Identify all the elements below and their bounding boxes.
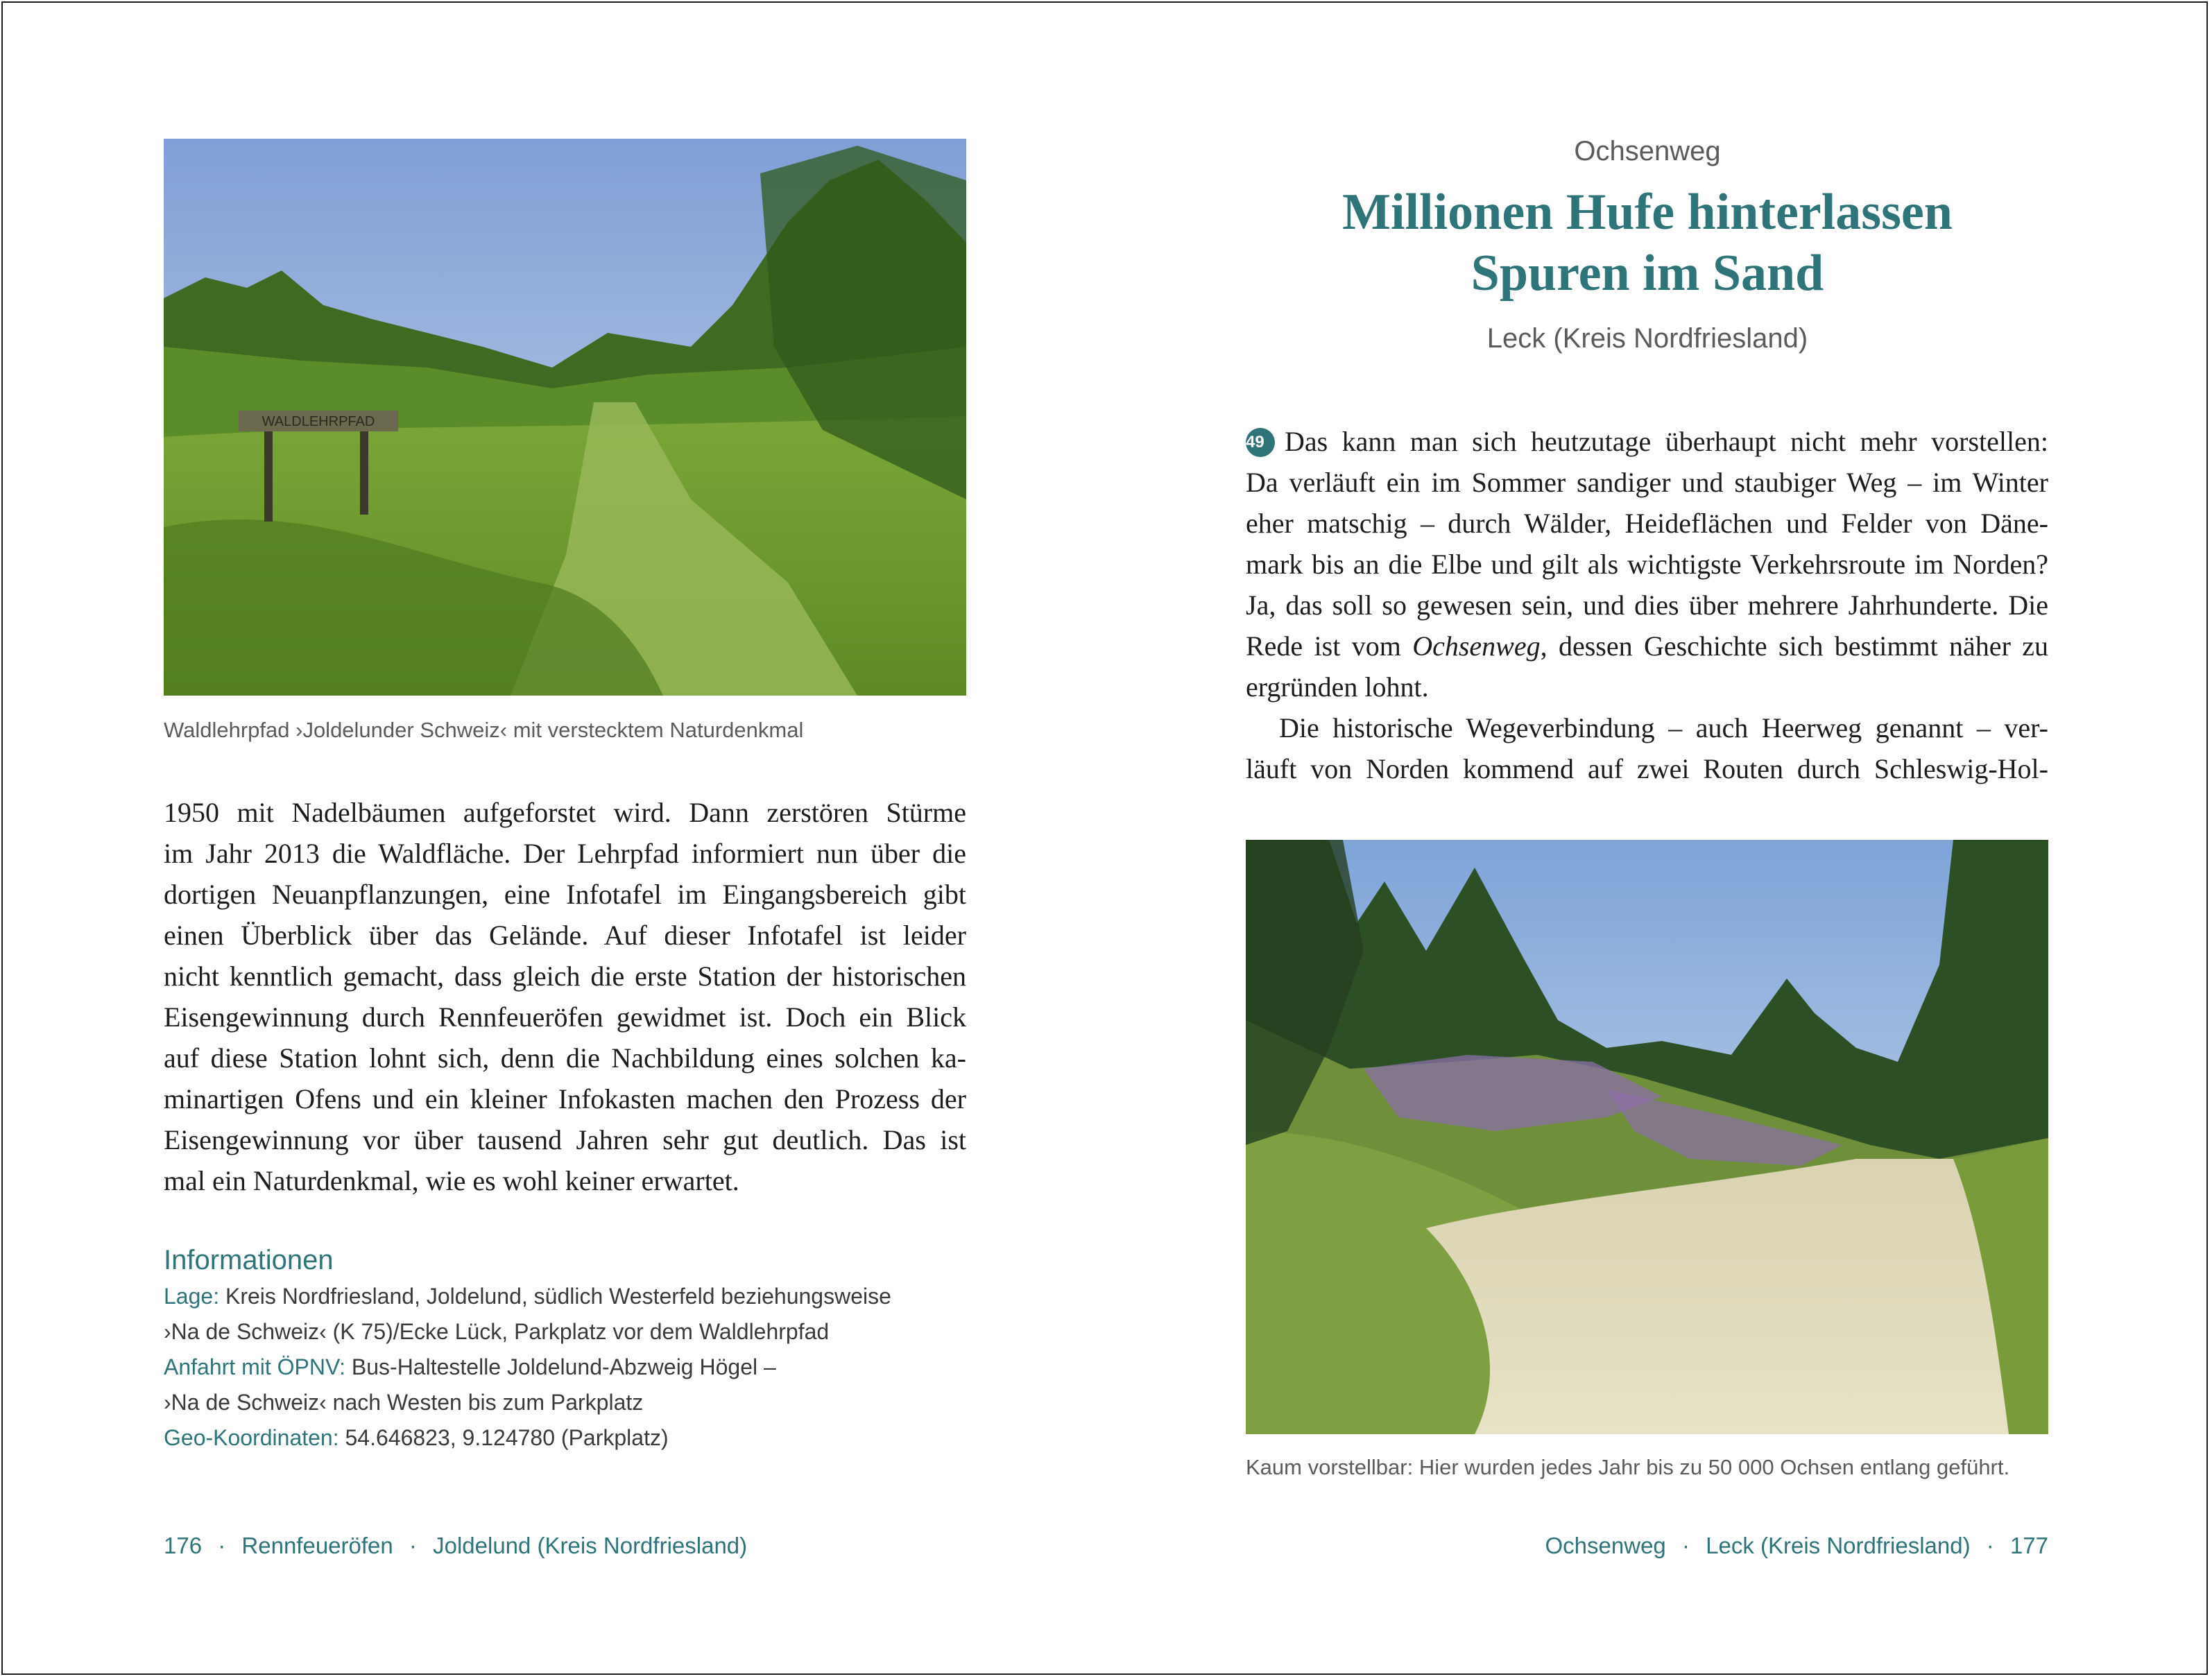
info-lage — [164, 1279, 891, 1314]
info-heading: Informationen — [164, 1245, 334, 1275]
location-number-badge: 49 — [1246, 428, 1275, 457]
left-body-text — [164, 792, 966, 1201]
page-number: 177 — [2009, 1533, 2048, 1558]
body-line: einen Überblick über das Gelände. Auf dieser Infotafel ist leider — [164, 920, 966, 951]
info-lage-label: Lage: — [164, 1284, 220, 1309]
body-line: Ja, das soll so gewesen sein, und dies über mehrere Jahrhunderte. Die — [1246, 589, 2048, 621]
left-footer — [164, 1533, 747, 1559]
left-photo-caption: Waldlehrpfad ›Joldelunder Schweiz‹ mit verstecktem Naturdenkmal — [164, 718, 804, 742]
page-number: 176 — [164, 1533, 203, 1558]
body-line: auf diese Station lohnt sich, denn die Nachbildung eines solchen ka- — [164, 1042, 966, 1074]
body-line: Eisengewinnung vor über tausend Jahren sehr gut deutlich. Das ist — [164, 1124, 966, 1155]
body-line: mal ein Naturdenkmal, wie es wohl keiner erwartet. — [164, 1165, 739, 1196]
info-anfahrt-cont: ›Na de Schweiz‹ nach Westen bis zum Parkplatz — [164, 1390, 644, 1415]
body-line: nicht kenntlich gemacht, dass gleich die erste Station der historischen — [164, 961, 966, 992]
body-line: läuft von Norden kommend auf zwei Routen durch Schleswig-Hol- — [1246, 753, 2048, 784]
body-line-text: , dessen Geschichte sich bestimmt näher zu — [1540, 630, 2048, 662]
footer-section: Rennfeueröfen — [241, 1533, 393, 1558]
info-anfahrt — [164, 1350, 891, 1385]
body-line: im Jahr 2013 die Waldfläche. Der Lehrpfad informiert nun über die — [164, 838, 966, 869]
body-line — [1246, 421, 2048, 462]
footer-place: Leck (Kreis Nordfriesland) — [1706, 1533, 1971, 1558]
right-footer — [1545, 1533, 2048, 1559]
info-anfahrt-value: Bus-Haltestelle Joldelund-Abzweig Högel – — [345, 1354, 776, 1379]
body-line: Die historische Wegeverbindung – auch Heerweg genannt – ver- — [1279, 712, 2048, 743]
chapter-location: Leck (Kreis Nordfriesland) — [1486, 323, 1808, 354]
right-photo-caption: Kaum vorstellbar: Hier wurden jedes Jahr bis zu 50 000 Ochsen entlang geführt. — [1246, 1455, 2010, 1479]
footer-place: Joldelund (Kreis Nordfriesland) — [433, 1533, 748, 1558]
sign-text: WALDLEHRPFAD — [262, 414, 375, 429]
body-line: dortigen Neuanpflanzungen, eine Infotafel im Eingangsbereich gibt — [164, 879, 966, 910]
chapter-title — [1249, 182, 2046, 304]
body-line-text: Rede ist vom — [1246, 630, 1413, 662]
forest-trail-photo — [164, 139, 966, 696]
body-line: minartigen Ofens und ein kleiner Infokasten machen den Prozess der — [164, 1083, 966, 1114]
body-line-text: Das kann man sich heutzutage überhaupt nicht mehr vorstellen: — [1285, 426, 2048, 457]
info-geo-value: 54.646823, 9.124780 (Parkplatz) — [338, 1425, 669, 1450]
body-line: Eisengewinnung durch Rennfeueröfen gewidmet ist. Doch ein Blick — [164, 1001, 966, 1033]
body-line: eher matschig – durch Wälder, Heideflächen und Felder von Däne- — [1246, 508, 2048, 539]
heath-sand-path-photo — [1246, 840, 2048, 1434]
info-anfahrt-label: Anfahrt mit ÖPNV: — [164, 1354, 345, 1379]
emphasis-ochsenweg: Ochsenweg — [1412, 630, 1541, 662]
body-line: Da verläuft ein im Sommer sandiger und staubiger Weg – im Winter — [1246, 467, 2048, 498]
body-line — [1246, 626, 2048, 666]
footer-separator: · — [409, 1533, 417, 1558]
right-body-text — [1246, 421, 2048, 789]
info-lage-cont: ›Na de Schweiz‹ (K 75)/Ecke Lück, Parkplatz vor dem Waldlehrpfad — [164, 1319, 830, 1344]
footer-section: Ochsenweg — [1545, 1533, 1666, 1558]
body-line: 1950 mit Nadelbäumen aufgeforstet wird. Dann zerstören Stürme — [164, 797, 966, 828]
footer-separator: · — [1681, 1533, 1690, 1558]
info-geo-label: Geo-Koordinaten: — [164, 1425, 339, 1450]
footer-separator: · — [1986, 1533, 1994, 1558]
body-line: ergründen lohnt. — [1246, 671, 1429, 703]
info-lage-value: Kreis Nordfriesland, Joldelund, südlich Westerfeld beziehungsweise — [219, 1284, 891, 1309]
title-line: Millionen Hufe hinterlassen — [1342, 184, 1953, 241]
info-geo — [164, 1420, 891, 1456]
footer-separator: · — [218, 1533, 226, 1558]
chapter-kicker: Ochsenweg — [1574, 136, 1721, 166]
title-line: Spuren im Sand — [1471, 245, 1824, 302]
body-line: mark bis an die Elbe und gilt als wichtigste Verkehrsroute im Norden? — [1246, 549, 2048, 580]
info-box — [164, 1241, 891, 1456]
